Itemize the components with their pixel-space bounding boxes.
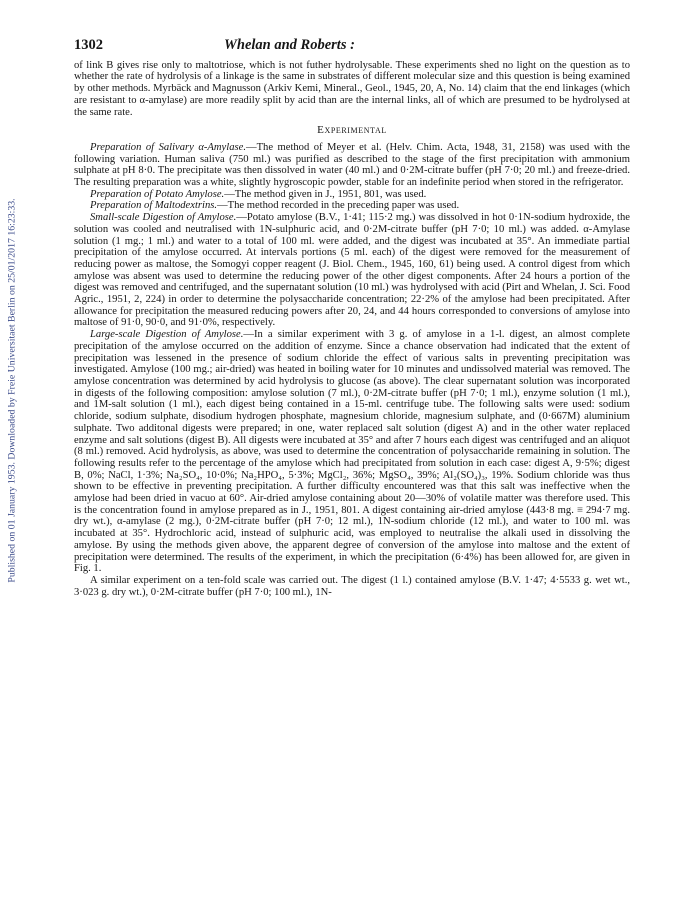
- paragraph-body: —Potato amylose (B.V., 1·41; 115·2 mg.) was dissolved in hot 0·1N-sodium hydroxide, the solution was cooled and neutralised with 1N-sulphuric acid, and 0·2M-citrate buffer (pH 7·0; 10 ml.) was added. α-Amylase solution (1 mg.; 1 ml.) and water to a total of 100 ml. were added, and the digest was incubated at 35°. An immediate partial precipitation of the amylose occurred. At intervals portions (5 ml. each) of the digest were removed for the measurement of reducing power as maltose, the Somogyi copper reagent (J. Biol. Chem., 1945, 160, 61) being used. A control digest from which amylose was absent was used to determine the reducing power of the other digest components. After 24 hours a portion of the digest was removed and centrifuged, and the supernatant solution (10 ml.) was hydrolysed with acid (Pirt and Whelan, J. Sci. Food Agric., 1951, 2, 224) in order to determine the polysaccharide concentration; 22·2% of the amylose had been precipitated. After allowance for precipitation the measured reducing powers after 20, 24, and 44 hours corresponded to conversions of amylose into maltose of 91·0, 90·0, and 91·0%, respectively.: [74, 212, 630, 329]
- paragraph-body: —The method recorded in the preceding paper was used.: [217, 200, 460, 212]
- paragraph-salivary-amylase: [74, 142, 630, 189]
- paragraph-small-scale-digestion: [74, 212, 630, 329]
- section-heading: Experimental: [317, 124, 387, 137]
- page-header: [74, 37, 630, 53]
- page-number: 1302: [74, 37, 103, 53]
- paper-page: [74, 37, 630, 598]
- download-watermark-text: Published on 01 January 1953. Downloaded by Freie Universitaet Berlin on 25/01/2017 16:23:33.: [6, 197, 18, 583]
- paragraph-large-scale-digestion: [74, 329, 630, 575]
- paragraph-lead: Large-scale Digestion of Amylose.: [90, 329, 244, 341]
- intro-paragraph: of link B gives rise only to maltotriose, which is not futher hydrolysable. These experiments shed no light on the question as to whether the rate of hydrolysis of a linkage is the same in substrates of different molecular size and this question is being examined by other methods. Myrbäck and Magnusson (Arkiv Kemi, Mineral., Geol., 1945, 20, A, No. 14) claim that the end linkages (which are resistant to α-amylase) are more readily split by acid than are the internal links, all of which are presumed to be hydrolysed at the same rate.: [74, 59, 630, 118]
- paragraph-maltodextrins: [74, 200, 630, 212]
- paragraph-ten-fold-experiment: [74, 575, 630, 598]
- paragraph-lead: Preparation of Potato Amylose.: [90, 188, 225, 200]
- download-watermark: [4, 140, 20, 640]
- paragraph-lead: Preparation of Maltodextrins.: [90, 200, 218, 212]
- paragraph-body: —In a similar experiment with 3 g. of amylose in a 1-l. digest, an almost complete precipitation of the amylose occurred on the addition of enzyme. Since a chance observation had indicated that the extent of precipitation was lessened in the presence of sodium chloride the effect of various salts in preventing precipitation was investigated. Amylose (100 mg.; air-dried) was heated in boiling water for 10 minutes and undissolved material was removed. The amylose concentration was determined by acid hydrolysis to glucose (as above). The clear supernatant solution was incorporated in digests of the following composition: amylose solution (7 ml.), 0·2M-citrate buffer (pH 7·0; 1 ml.), enzyme solution (1 ml.), and 1M-salt solution (1 ml.), each digest being contained in a 15-ml. centrifuge tube. The following salts were used: sodium chloride, sodium sulphate, disodium hydrogen phosphate, magnesium chloride, magnesium sulphate, and (0·667M) aluminium sulphate. Two additonal digests were prepared; in one, water replaced salt solution (digest A) and in the other water replaced enzyme and salt solutions (digest B). All digests were incubated at 35° and after 7 hours each digest was centrifuged and an aliquot (8 ml.) removed. Acid hydrolysis, as above, was used to determine the concentration of polysaccharide remaining in solution. The following results refer to the percentage of the amylose which had precipitated from solution in each case: digest A, 9·5%; digest B, 0%; NaCl, 1·3%; Na₂SO₄, 10·0%; Na₂HPO₄, 5·3%; MgCl₂, 36%; MgSO₄, 39%; Al₂(SO₄)₃, 19%. Sodium chloride was thus shown to be effective in preventing precipitation. A further difficulty encountered was that this salt was ineffective when the amylose had been dried in vacuo at 60°. Air-dried amylose containing about 20—30% of volatile matter was therefore used. This is the concentration found in amylose prepared as in J., 1951, 801. A digest containing air-dried amylose (443·8 mg. ≡ 294·7 mg. dry wt.), α-amylase (2 mg.), 0·2M-citrate buffer (pH 7·0; 12 ml.), 1N-sodium chloride (12 ml.), and water to 100 ml. was incubated at 35°. Hydrochloric acid, instead of sulphuric acid, was employed to neutralise the alkali used in dissolving the amylose. By using the methods given above, the apparent degree of conversion of the amylose into maltose and the extent of precipitation were determined. The results of the experiment, in which the precipitation (6·4%) has been allowed for, are given in Fig. 1.: [74, 329, 630, 575]
- paragraph-body: —The method given in J., 1951, 801, was used.: [224, 188, 427, 200]
- paragraph-lead: Preparation of Salivary α-Amylase.: [90, 141, 246, 153]
- paragraph-lead: Small-scale Digestion of Amylose.: [90, 212, 237, 224]
- paragraph-body: —The method of Meyer et al. (Helv. Chim. Acta, 1948, 31, 2158) was used with the following variation. Human saliva (750 ml.) was purified as described to the stage of the first precipitation with ammonium sulphate at pH 8·0. The precipitate was then dissolved in water (40 ml.) and 0·2M-citrate buffer (pH 7·0; 20 ml.) and freeze-dried. The resulting preparation was a white, slightly hygroscopic powder, stable for an indefinite period when stored in the refrigerator.: [74, 141, 630, 189]
- paragraph-body: A similar experiment on a ten-fold scale was carried out. The digest (1 l.) contained amylose (B.V. 1·47; 4·5533 g. wet wt., 3·023 g. dry wt.), 0·2M-citrate buffer (pH 7·0; 100 ml.), 1N-: [74, 574, 630, 598]
- paragraph-potato-amylose: [74, 189, 630, 201]
- running-title: Whelan and Roberts :: [224, 37, 355, 53]
